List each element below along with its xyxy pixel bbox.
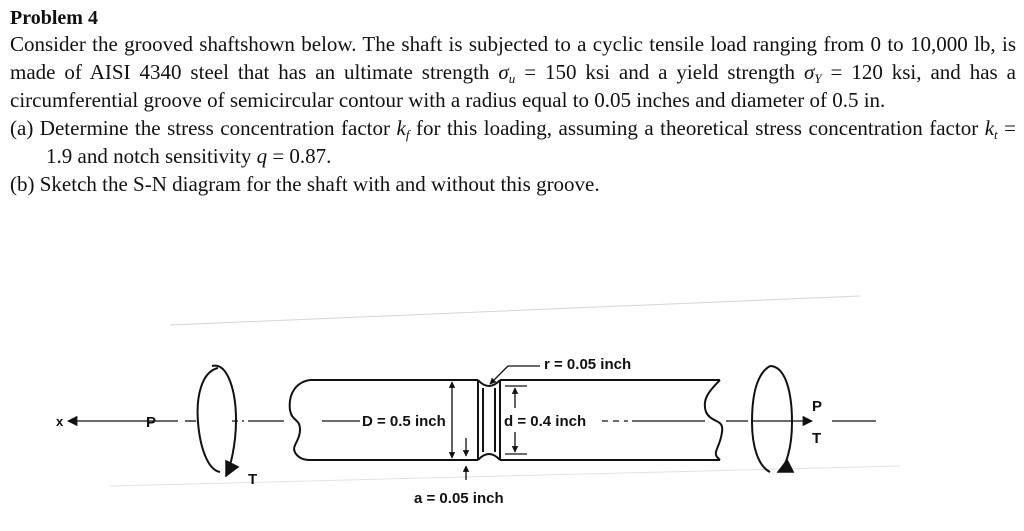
torque-t-right-label: T	[812, 430, 822, 447]
load-p-left-label: P	[146, 414, 157, 431]
sigma-u-symbol: σ	[498, 60, 509, 84]
scan-line	[170, 296, 860, 325]
axis-x-label: x	[56, 414, 64, 429]
shaft-diagram	[0, 270, 1024, 526]
label-D: D = 0.5 inch	[362, 413, 446, 430]
kf-symbol: k	[396, 116, 406, 140]
part-a-text-2: for this loading, assuming a theoretical stress concentration factor	[409, 116, 985, 140]
sigma-y-subscript: Y	[814, 71, 822, 86]
intro-text-2: = 150 ksi and a yield strength	[515, 60, 804, 84]
intro-text-1: Consider the grooved shaftshown below. The shaft is subjected to a cyclic tensile load ranging from 0 to 10,000 lb, is made of AISI 4340 steel that has an ultimate strength	[10, 32, 1016, 84]
label-r: r = 0.05 inch	[544, 356, 632, 373]
intro-text-3: = 120 ksi, and has a circumferential groove of semicircular contour with a radius equal to 0.05 inches and diameter of 0.5 in.	[10, 60, 1017, 112]
problem-intro	[10, 30, 1016, 114]
part-a-text-4: = 0.87.	[267, 144, 332, 168]
part-a-text-1: (a) Determine the stress concentration factor	[10, 116, 397, 140]
label-d: d = 0.4 inch	[504, 413, 587, 430]
part-a	[10, 114, 1016, 170]
kf-subscript: f	[405, 127, 410, 142]
part-b: (b) Sketch the S-N diagram for the shaft with and without this groove.	[10, 172, 600, 196]
problem-title: Problem 4	[10, 7, 98, 29]
sigma-u-subscript: u	[508, 71, 516, 86]
problem-text	[10, 6, 1016, 198]
part-a-text-3: = 1.9 and notch sensitivity	[46, 116, 1016, 168]
kt-symbol: k	[984, 116, 995, 140]
shaft-figure	[0, 270, 1024, 526]
sigma-y-symbol: σ	[803, 60, 815, 84]
q-symbol: q	[256, 144, 268, 168]
load-p-right-label: P	[812, 398, 823, 415]
torque-left	[198, 366, 236, 476]
torque-t-left-label: T	[248, 471, 258, 488]
label-a: a = 0.05 inch	[414, 490, 504, 507]
torque-right	[752, 366, 792, 472]
kt-subscript: t	[994, 127, 998, 142]
